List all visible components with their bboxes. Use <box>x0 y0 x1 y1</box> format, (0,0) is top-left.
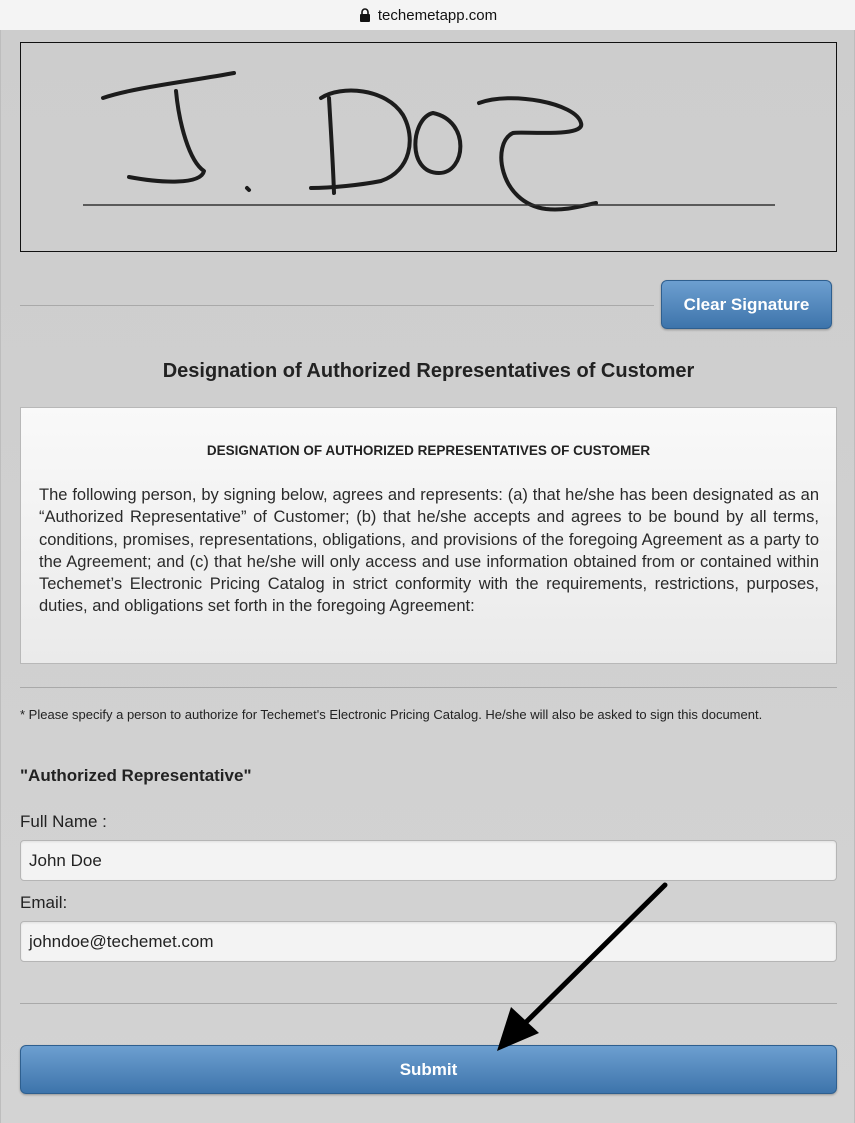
terms-title: DESIGNATION OF AUTHORIZED REPRESENTATIVES OF CUSTOMER <box>206 443 651 458</box>
divider-line <box>20 687 837 688</box>
terms-box <box>20 407 837 664</box>
email-label: Email: <box>20 893 68 912</box>
url-text: techemetapp.com <box>377 6 498 24</box>
signature-drawing <box>21 43 835 250</box>
divider-line <box>20 305 654 306</box>
browser-address-bar[interactable] <box>0 0 855 30</box>
signature-pad[interactable] <box>20 42 837 252</box>
page-content <box>0 30 855 1123</box>
arrow-annotation-icon <box>481 875 681 1055</box>
form-note: * Please specify a person to authorize for Techemet's Electronic Pricing Catalog. He/she will also be asked to sign this document. <box>20 707 763 722</box>
lock-icon <box>358 8 372 22</box>
divider-line <box>20 1003 837 1004</box>
email-field[interactable] <box>20 921 837 962</box>
authorized-representative-label: "Authorized Representative" <box>20 766 252 785</box>
email-value: johndoe@techemet.com <box>29 931 214 951</box>
full-name-value: John Doe <box>29 850 102 870</box>
submit-button[interactable]: Submit <box>20 1045 837 1094</box>
page-title: Designation of Authorized Representatives of Customer <box>162 360 695 382</box>
clear-signature-button[interactable]: Clear Signature <box>661 280 832 329</box>
full-name-field[interactable] <box>20 840 837 881</box>
full-name-label: Full Name : <box>20 812 107 831</box>
terms-body: The following person, by signing below, agrees and represents: (a) that he/she has been designated as an “Authorized Representative” of Customer; (b) that he/she accepts and agrees to be bound by all terms, conditions, promises, representations, obligations, and provisions of the foregoing Agreement as a party to the Agreement; and (c) that he/she will only access and use information obtained from or contained within Techemet’s Electronic Pricing Catalog in strict conformity with the requirements, restrictions, purposes, duties, and obligations set forth in the foregoing Agreement: <box>39 486 819 616</box>
